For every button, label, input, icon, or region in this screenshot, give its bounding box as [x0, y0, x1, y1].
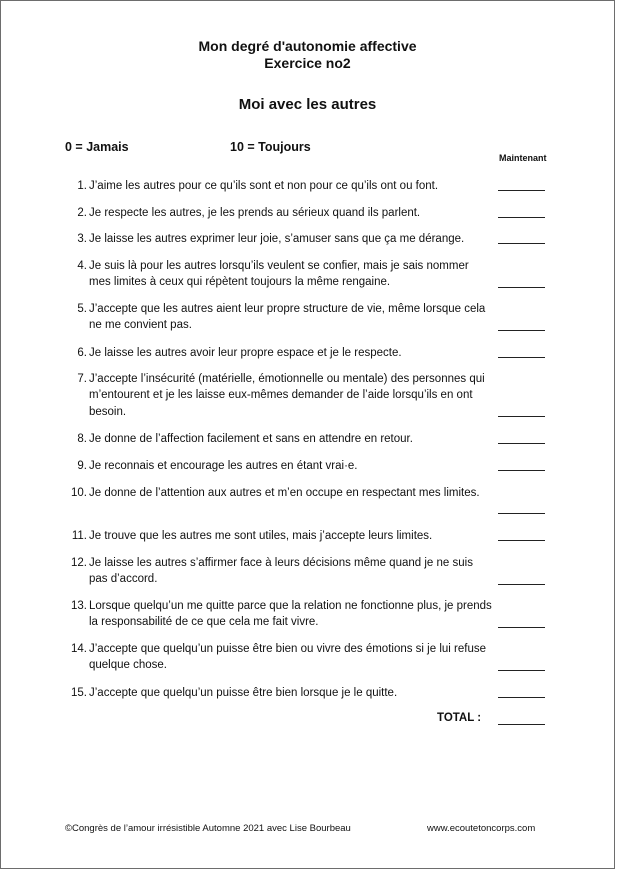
item-text: Je respecte les autres, je les prends au sérieux quand ils parlent.	[89, 207, 421, 219]
statement-item	[65, 231, 493, 247]
statement-item	[65, 431, 493, 447]
section-subtitle: Moi avec les autres	[238, 96, 377, 113]
item-text: Je laisse les autres exprimer leur joie, s’amuser sans que ça me dérange.	[89, 233, 465, 245]
statement-item	[65, 528, 493, 544]
item-number: 3.	[77, 233, 87, 245]
item-number: 7.	[77, 373, 87, 385]
statement-item	[65, 301, 493, 334]
score-blank[interactable]	[498, 330, 545, 331]
item-text: J’accepte que quelqu’un puisse être bien ou vivre des émotions si je lui refuse quelque chose.	[89, 643, 486, 672]
item-text: J’accepte que les autres aient leur propre structure de vie, même lorsque cela ne me convient pas.	[89, 303, 486, 332]
score-blank[interactable]	[498, 584, 545, 585]
website-footer: www.ecoutetoncorps.com	[427, 823, 536, 834]
statement-item	[65, 258, 493, 291]
item-number: 10.	[71, 487, 87, 499]
statement-item	[65, 641, 493, 674]
item-number: 11.	[71, 530, 87, 542]
item-number: 4.	[77, 260, 87, 272]
score-blank[interactable]	[498, 443, 545, 444]
score-blank[interactable]	[498, 287, 545, 288]
item-number: 9.	[77, 460, 87, 472]
score-blank[interactable]	[498, 243, 545, 244]
scale-min-label: 0 = Jamais	[65, 140, 129, 154]
statement-item	[65, 598, 493, 631]
score-blank[interactable]	[498, 217, 545, 218]
item-text: Je reconnais et encourage les autres en étant vrai·e.	[89, 460, 358, 472]
statement-item	[65, 178, 493, 194]
item-text: Je suis là pour les autres lorsqu’ils veulent se confier, mais je sais nommer mes limites à ceux qui répètent toujours la même rengaine.	[89, 260, 469, 289]
score-blank[interactable]	[498, 357, 545, 358]
score-blank[interactable]	[498, 190, 545, 191]
statement-item	[65, 685, 493, 701]
statement-item	[65, 485, 493, 501]
item-text: Je laisse les autres avoir leur propre espace et je le respecte.	[89, 347, 402, 359]
score-blank[interactable]	[498, 697, 545, 698]
statement-item	[65, 555, 493, 588]
score-blank[interactable]	[498, 670, 545, 671]
item-number: 1.	[77, 180, 87, 192]
item-text: Je trouve que les autres me sont utiles, mais j’accepte leurs limites.	[89, 530, 433, 542]
item-number: 5.	[77, 303, 87, 315]
item-text: J’accepte l’insécurité (matérielle, émotionnelle ou mentale) des personnes qui m’entourent et je les laisse eux-mêmes demander de l’aide lorsqu’ils en ont besoin.	[89, 373, 485, 418]
item-text: J’accepte que quelqu’un puisse être bien lorsque je le quitte.	[89, 687, 398, 699]
score-blank[interactable]	[498, 470, 545, 471]
statement-item	[65, 458, 493, 474]
statement-item	[65, 205, 493, 221]
copyright-footer: ©Congrès de l’amour irrésistible Automne 2021 avec Lise Bourbeau	[65, 823, 351, 834]
item-text: Je laisse les autres s’affirmer face à leurs décisions même quand je ne suis pas d’accord.	[89, 557, 473, 586]
total-label: TOTAL :	[437, 712, 482, 724]
item-number: 2.	[77, 207, 87, 219]
item-text: Je donne de l’affection facilement et sans en attendre en retour.	[89, 433, 413, 445]
statement-item	[65, 345, 493, 361]
scale-max-label: 10 = Toujours	[230, 140, 311, 154]
column-header-maintenant: Maintenant	[499, 153, 547, 163]
exercise-number: Exercice no2	[264, 55, 351, 71]
item-number: 12.	[71, 557, 87, 569]
score-blank[interactable]	[498, 540, 545, 541]
statement-item	[65, 371, 493, 420]
total-blank[interactable]	[498, 724, 545, 725]
item-number: 13.	[71, 600, 87, 612]
worksheet-title: Mon degré d'autonomie affective	[198, 38, 417, 54]
item-number: 15.	[71, 687, 87, 699]
score-blank[interactable]	[498, 513, 545, 514]
item-number: 8.	[77, 433, 87, 445]
item-text: Lorsque quelqu’un me quitte parce que la relation ne fonctionne plus, je prends la responsabilité de ce que cela me fait vivre.	[89, 600, 492, 629]
item-text: Je donne de l’attention aux autres et m’en occupe en respectant mes limites.	[89, 487, 480, 499]
score-blank[interactable]	[498, 627, 545, 628]
item-number: 6.	[77, 347, 87, 359]
item-number: 14.	[71, 643, 87, 655]
item-text: J’aime les autres pour ce qu’ils sont et non pour ce qu’ils ont ou font.	[89, 180, 439, 192]
score-blank[interactable]	[498, 416, 545, 417]
